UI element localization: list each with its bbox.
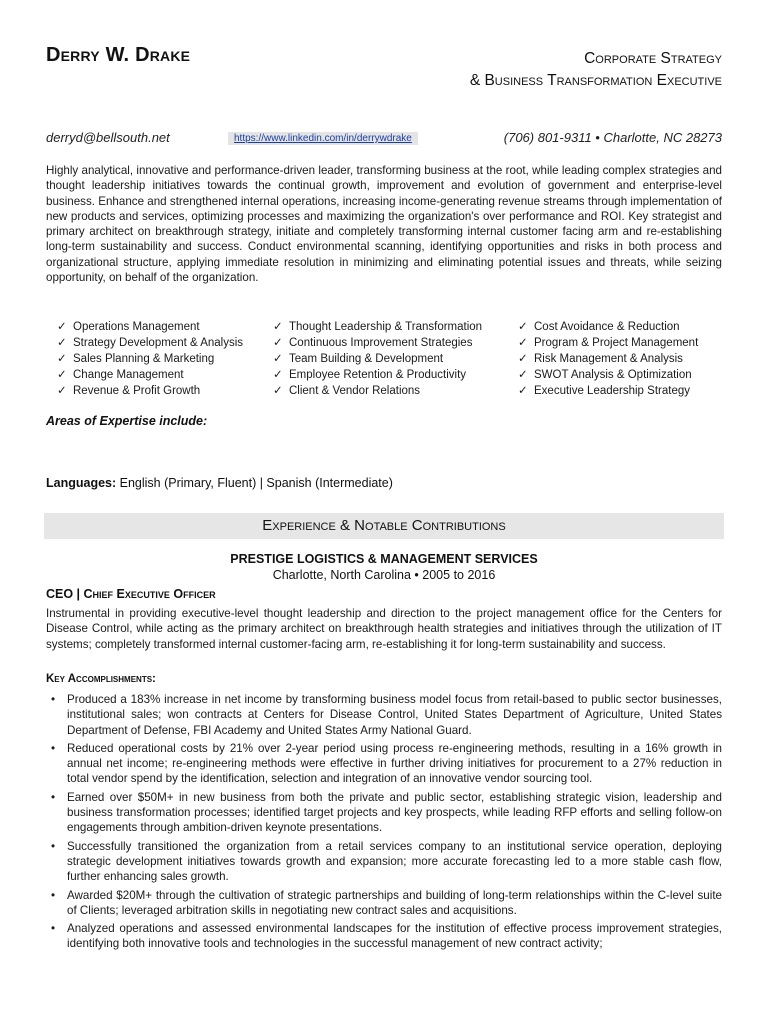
check-icon: ✓ — [273, 385, 283, 397]
skill-item — [273, 319, 482, 335]
skill-item — [518, 383, 698, 399]
skill-item — [518, 335, 698, 351]
languages-label: Languages: — [46, 476, 117, 490]
skill-label: Change Management — [73, 369, 184, 381]
job-role: CEO | Chief Executive Officer — [46, 587, 216, 601]
check-icon: ✓ — [273, 369, 283, 381]
check-icon: ✓ — [518, 321, 528, 333]
summary-paragraph: Highly analytical, innovative and performance-driven leader, transforming business at the root, while leading complex strategies and thought leadership initiatives towards the continual growth, improvement and evolution of government and enterprise-level business. Enhance and strengthened internal operations, increasing income-generating revenue streams through implementation of new products and services, optimizing processes and maximizing the organization's over performance and ROI. Key strategist and primary architect on breakthrough strategy, initiate and completely transforming internal customer facing arm and re-establishing long-term sustainability and success. Conduct environmental scanning, identifying opportunities and risks in both process and organizational structure, applying immediate resolution in minimizing and eliminating potential issues and threats, while seizing opportunity, on behalf of the organization. — [46, 164, 722, 285]
check-icon: ✓ — [57, 337, 67, 349]
skill-item — [273, 367, 482, 383]
accomplishment-text: Analyzed operations and assessed environmental landscapes for the institution of effective process improvement strategies, identifying both innovative tools and technologies in the successful management of new contract activity; — [67, 922, 722, 951]
languages-value: English (Primary, Fluent) | Spanish (Intermediate) — [116, 476, 393, 490]
experience-section-heading: Experience & Notable Contributions — [44, 513, 724, 539]
accomplishment-item — [46, 741, 722, 787]
areas-of-expertise-heading: Areas of Expertise include: — [46, 414, 208, 428]
skill-label: Risk Management & Analysis — [534, 353, 683, 365]
skill-item — [273, 335, 482, 351]
skills-column-1 — [57, 319, 243, 399]
check-icon: ✓ — [273, 337, 283, 349]
check-icon: ✓ — [57, 353, 67, 365]
skill-item — [57, 383, 243, 399]
check-icon: ✓ — [518, 369, 528, 381]
accomplishment-item — [46, 839, 722, 885]
accomplishment-text: Reduced operational costs by 21% over 2-year period using process re-engineering methods, resulting in a 16% growth in annual net income; re-engineering methods were effective in further driving initiatives for procurement to a 27% reduction in total vendor spend by the identification, selection and integration of an innovative vendor sourcing tool. — [67, 741, 722, 786]
bullet-icon: • — [51, 839, 56, 853]
skill-item — [57, 335, 243, 351]
company-location-dates: Charlotte, North Carolina • 2005 to 2016 — [272, 568, 496, 582]
candidate-name: Derry W. Drake — [46, 44, 191, 66]
skill-label: Sales Planning & Marketing — [73, 353, 215, 365]
skill-item — [518, 319, 698, 335]
check-icon: ✓ — [57, 369, 67, 381]
accomplishment-item — [46, 921, 722, 952]
skills-column-3 — [518, 319, 698, 399]
title-line-1: Corporate Strategy — [584, 50, 722, 67]
skill-label: Client & Vendor Relations — [289, 385, 421, 397]
check-icon: ✓ — [57, 321, 67, 333]
skill-item — [57, 351, 243, 367]
phone-location: (706) 801-9311 • Charlotte, NC 28273 — [503, 130, 722, 145]
skill-label: Continuous Improvement Strategies — [289, 337, 473, 349]
skill-label: SWOT Analysis & Optimization — [534, 369, 692, 381]
bullet-icon: • — [51, 888, 56, 902]
skill-item — [518, 367, 698, 383]
key-accomplishments-heading: Key Accomplishments: — [46, 673, 156, 685]
linkedin-link[interactable]: https://www.linkedin.com/in/derrywdrake — [228, 132, 418, 145]
accomplishment-text: Awarded $20M+ through the cultivation of strategic partnerships and building of long-term relationships within the C-level suite of Clients; leveraged arbitration skills in negotiating new contract sales and acquisitions. — [67, 888, 722, 917]
languages-line — [46, 476, 393, 490]
accomplishment-item — [46, 790, 722, 836]
company-name: PRESTIGE LOGISTICS & MANAGEMENT SERVICES — [230, 552, 538, 566]
accomplishment-text: Earned over $50M+ in new business from both the private and public sector, establishing strategic vision, leadership and business transformation processes; identified target projects and key prospects, while leading RFP efforts and selling follow-on engagements through ambition-driven keynote presentations. — [67, 790, 722, 835]
accomplishments-list — [46, 692, 722, 955]
skill-label: Team Building & Development — [289, 353, 444, 365]
accomplishment-item — [46, 888, 722, 919]
accomplishment-item — [46, 692, 722, 738]
accomplishment-text: Successfully transitioned the organization from a retail services company to an institutional service operation, deploying strategic development initiatives towards growth and expansion; more accurate forecasting led to a more stable cash flow, further enhancing sales growth. — [67, 839, 722, 884]
skill-item — [57, 319, 243, 335]
professional-title — [470, 48, 722, 92]
bullet-icon: • — [51, 790, 56, 804]
skill-item — [518, 351, 698, 367]
bullet-icon: • — [51, 922, 56, 936]
skill-label: Strategy Development & Analysis — [73, 337, 244, 349]
role-description: Instrumental in providing executive-level thought leadership and direction to the project management office for the Centers for Disease Control, while acting as the primary architect on breakthrough health strategies and initiatives through the utilization of IT systems; completely transformed internal customer-facing arm, re-establishing it for long-term sustainability and success. — [46, 607, 722, 651]
check-icon: ✓ — [57, 385, 67, 397]
bullet-icon: • — [51, 693, 56, 706]
skill-label: Cost Avoidance & Reduction — [534, 321, 680, 333]
check-icon: ✓ — [273, 321, 283, 333]
check-icon: ✓ — [518, 385, 528, 397]
skills-column-2 — [273, 319, 482, 399]
email-text: derryd@bellsouth.net — [46, 130, 170, 145]
skill-item — [273, 351, 482, 367]
skill-label: Employee Retention & Productivity — [289, 369, 467, 381]
accomplishment-text: Produced a 183% increase in net income by transforming business model focus from retail-based to public sector businesses, institutional sales; won contracts at Centers for Disease Control, United States Department of Agriculture, United States Department of Defense, FBI Academy and United States Army National Guard. — [67, 693, 722, 737]
title-line-2: & Business Transformation Executive — [469, 72, 722, 89]
skill-label: Operations Management — [73, 321, 200, 333]
skill-item — [57, 367, 243, 383]
check-icon: ✓ — [518, 353, 528, 365]
skill-label: Thought Leadership & Transformation — [289, 321, 483, 333]
bullet-icon: • — [51, 741, 56, 755]
check-icon: ✓ — [518, 337, 528, 349]
skill-item — [273, 383, 482, 399]
skill-label: Revenue & Profit Growth — [73, 385, 201, 397]
contact-line — [46, 130, 722, 148]
check-icon: ✓ — [273, 353, 283, 365]
skill-label: Program & Project Management — [534, 337, 699, 349]
skill-label: Executive Leadership Strategy — [534, 385, 690, 397]
